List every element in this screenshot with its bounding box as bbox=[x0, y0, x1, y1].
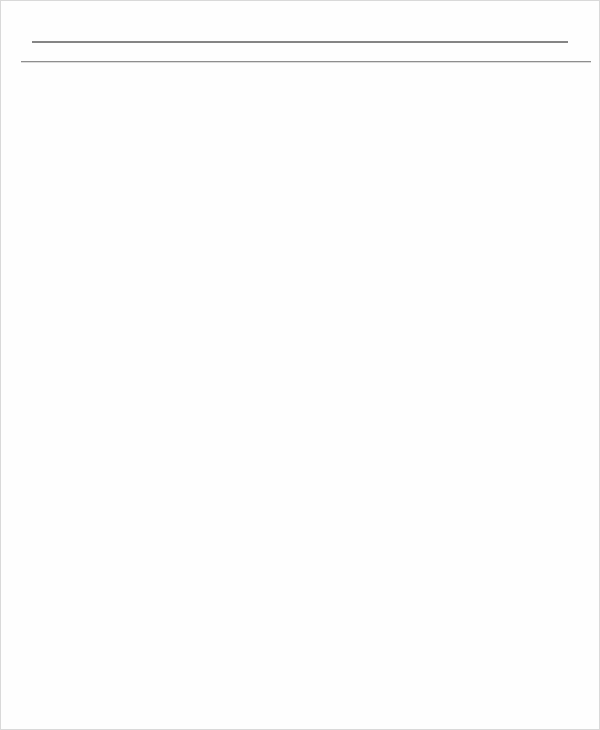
title-underline-rule bbox=[32, 37, 568, 43]
page-break-line bbox=[21, 61, 591, 62]
